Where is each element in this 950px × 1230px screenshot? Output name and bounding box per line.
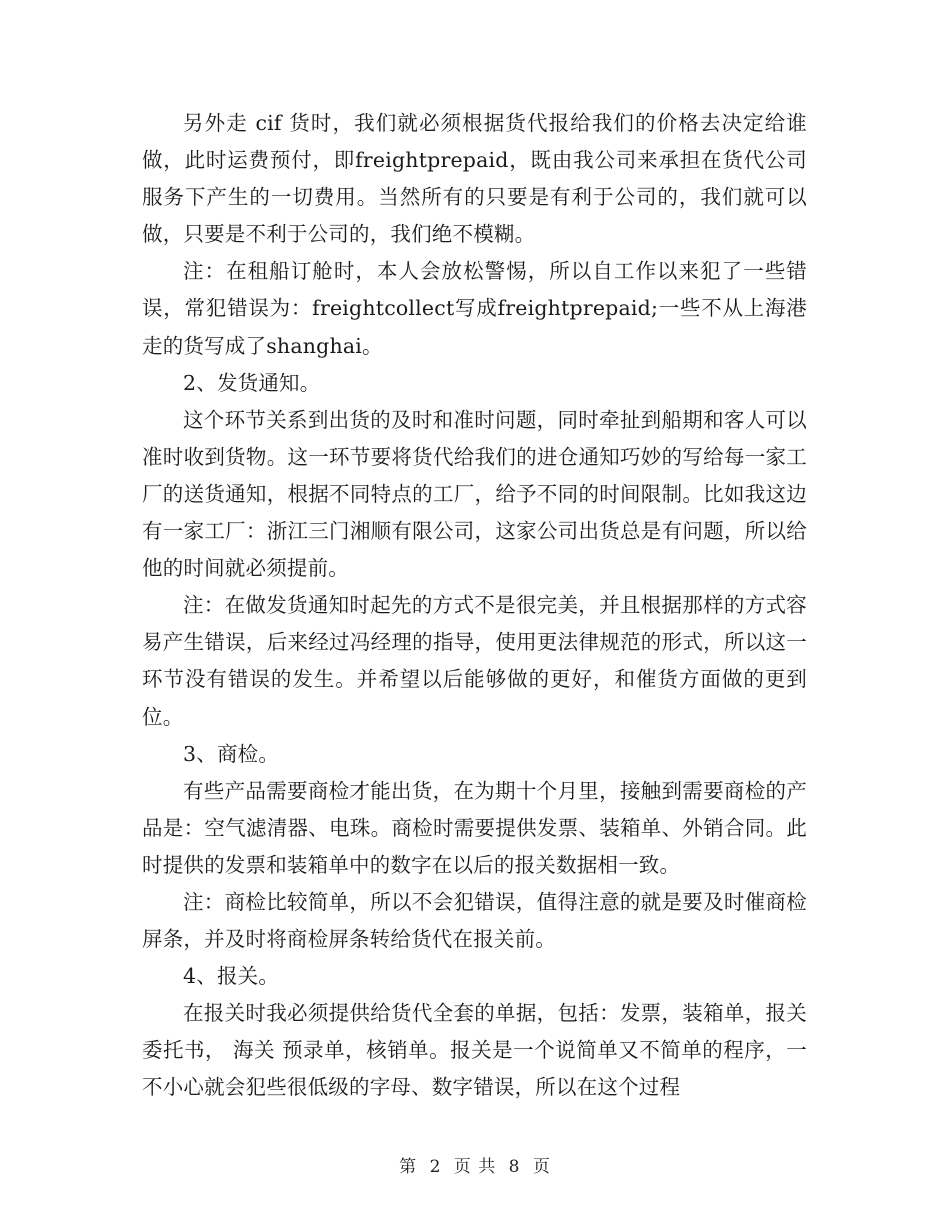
heading-customs-declaration: 4、报关。 [183,964,280,989]
footer-prefix: 第 [399,1157,418,1177]
footer-suffix: 页 [532,1157,551,1177]
footer-total-pages: 8 [508,1157,521,1177]
paragraph-shipping-notice: 这个环节关系到出货的及时和准时问题，同时牵扯到船期和客人可以准时收到货物。这一环节要将货代给我们的进仓通知巧妙的写给每一家工厂的送货通知，根据不同特点的工厂，给予不同的时间限制。比如我这边有一家工厂：浙江三门湘顺有限公司，这家公司出货总是有问题，所以给他的时间就必须提前。 [142,407,807,581]
paragraph-note-shipping-notice: 注：在做发货通知时起先的方式不是很完美，并且根据那样的方式容易产生错误，后来经过冯经理的指导，使用更法律规范的形式，所以这一环节没有错误的发生。并希望以后能够做的更好，和催货方面做的更到位。 [142,593,807,729]
page-footer [0,1152,950,1177]
footer-current-page: 2 [429,1157,442,1177]
document-body [142,105,807,1107]
paragraph-customs-declaration: 在报关时我必须提供给货代全套的单据，包括：发票，装箱单，报关委托书， 海关 预录单，核销单。报关是一个说简单又不简单的程序，一不小心就会犯些很低级的字母、数字错误，所以在这个过程 [142,1001,807,1100]
paragraph-commodity-inspection: 有些产品需要商检才能出货，在为期十个月里，接触到需要商检的产品是：空气滤清器、电珠。商检时需要提供发票、装箱单、外销合同。此时提供的发票和装箱单中的数字在以后的报关数据相一致。 [142,778,807,877]
paragraph-note-booking: 注：在租船订舱时，本人会放松警惕，所以自工作以来犯了一些错误，常犯错误为：freightcollect写成freightprepaid;一些不从上海港走的货写成了shanghai。 [142,259,807,358]
paragraph-cif-shipping: 另外走 cif 货时，我们就必须根据货代报给我们的价格去决定给谁做，此时运费预付，即freightprepaid，既由我公司来承担在货代公司服务下产生的一切费用。当然所有的只要是有利于公司的，我们就可以做，只要是不利于公司的，我们绝不模糊。 [142,111,807,247]
heading-shipping-notice: 2、发货通知。 [183,370,321,395]
footer-middle: 页 共 [453,1157,497,1177]
paragraph-note-inspection: 注：商检比较简单，所以不会犯错误，值得注意的就是要及时催商检屏条，并及时将商检屏条转给货代在报关前。 [142,889,807,952]
heading-commodity-inspection: 3、商检。 [183,741,280,766]
